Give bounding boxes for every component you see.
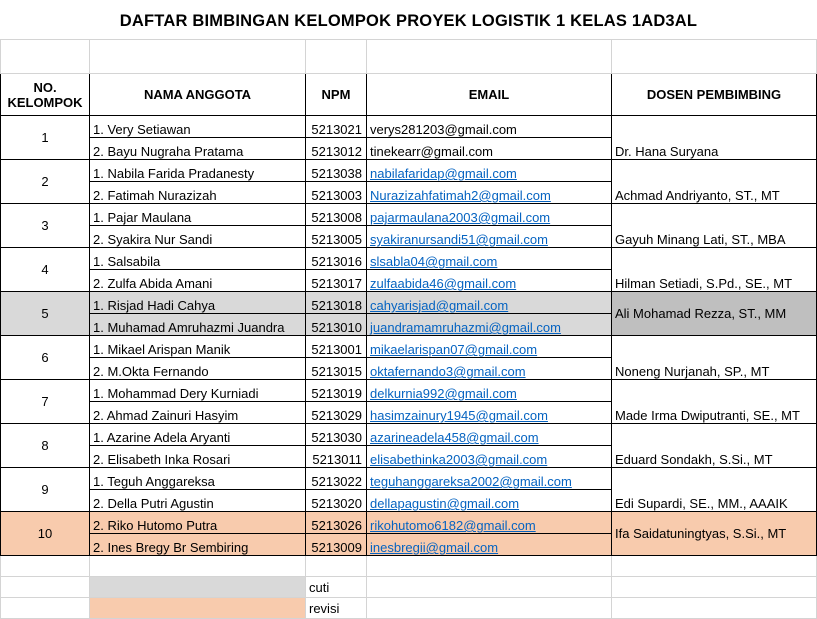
member-email-cell[interactable] [367, 314, 612, 336]
member-email-cell[interactable] [367, 116, 612, 138]
group-number-cell[interactable]: 6 [1, 336, 90, 380]
member-npm-cell[interactable]: 5213022 [306, 468, 367, 490]
member-npm-cell[interactable]: 5213001 [306, 336, 367, 358]
spreadsheet-table [0, 39, 817, 619]
member-npm-cell[interactable]: 5213003 [306, 182, 367, 204]
dosen-pembimbing-cell[interactable]: Dr. Hana Suryana [612, 116, 817, 160]
dosen-pembimbing-cell[interactable]: Edi Supardi, SE., MM., AAAIK [612, 468, 817, 512]
member-email-cell[interactable] [367, 336, 612, 358]
legend-label[interactable]: cuti [306, 577, 367, 598]
member-name-cell[interactable]: 1. Very Setiawan [90, 116, 306, 138]
member-email-cell[interactable] [367, 424, 612, 446]
dosen-pembimbing-cell[interactable]: Ifa Saidatuningtyas, S.Si., MT [612, 512, 817, 556]
member-row [1, 468, 817, 490]
member-email-cell[interactable] [367, 248, 612, 270]
group-number-cell[interactable]: 1 [1, 116, 90, 160]
header-no-kelompok-line1: NO. [33, 79, 57, 95]
member-email-cell[interactable] [367, 182, 612, 204]
empty-cell[interactable] [367, 556, 612, 577]
email-link[interactable]: Nurazizahfatimah2@gmail.com [370, 188, 551, 203]
member-npm-cell[interactable]: 5213010 [306, 314, 367, 336]
member-name-cell[interactable]: 2. Ines Bregy Br Sembiring [90, 534, 306, 556]
group-number-cell[interactable]: 4 [1, 248, 90, 292]
dosen-pembimbing-cell[interactable]: Noneng Nurjanah, SP., MT [612, 336, 817, 380]
member-row [1, 380, 817, 402]
empty-cell[interactable] [90, 556, 306, 577]
email-link[interactable]: pajarmaulana2003@gmail.com [370, 210, 551, 225]
member-npm-cell[interactable]: 5213012 [306, 138, 367, 160]
header-no-kelompok[interactable] [1, 74, 90, 116]
email-link[interactable]: nabilafaridap@gmail.com [370, 166, 517, 181]
group-number-cell[interactable]: 5 [1, 292, 90, 336]
member-npm-cell[interactable]: 5213020 [306, 490, 367, 512]
page-title: DAFTAR BIMBINGAN KELOMPOK PROYEK LOGISTIK 1 KELAS 1AD3AL [119, 12, 698, 30]
group-number-cell[interactable]: 9 [1, 468, 90, 512]
member-npm-cell[interactable]: 5213017 [306, 270, 367, 292]
empty-cell[interactable] [612, 556, 817, 577]
legend-row [1, 598, 817, 619]
group-number-cell[interactable]: 10 [1, 512, 90, 556]
member-name-cell[interactable]: 2. Zulfa Abida Amani [90, 270, 306, 292]
member-npm-cell[interactable]: 5213038 [306, 160, 367, 182]
member-name-cell[interactable]: 2. Elisabeth Inka Rosari [90, 446, 306, 468]
header-dosen-pembimbing[interactable]: DOSEN PEMBIMBING [612, 74, 817, 116]
member-row [1, 116, 817, 138]
member-email-cell[interactable] [367, 358, 612, 380]
dosen-pembimbing-cell[interactable]: Eduard Sondakh, S.Si., MT [612, 424, 817, 468]
email-link[interactable]: azarineadela458@gmail.com [370, 430, 539, 445]
member-npm-cell[interactable]: 5213005 [306, 226, 367, 248]
empty-cell[interactable] [612, 40, 817, 74]
member-name-cell[interactable]: 2. Della Putri Agustin [90, 490, 306, 512]
empty-cell[interactable] [612, 598, 817, 619]
member-npm-cell[interactable]: 5213021 [306, 116, 367, 138]
member-email-cell[interactable] [367, 292, 612, 314]
member-npm-cell[interactable]: 5213026 [306, 512, 367, 534]
empty-cell[interactable] [1, 556, 90, 577]
empty-cell[interactable] [1, 40, 90, 74]
email-link[interactable]: hasimzainury1945@gmail.com [370, 408, 548, 423]
email-link[interactable]: delkurnia992@gmail.com [370, 386, 517, 401]
member-name-cell[interactable]: 1. Mohammad Dery Kurniadi [90, 380, 306, 402]
legend-swatch[interactable] [90, 577, 306, 598]
dosen-pembimbing-cell[interactable]: Achmad Andriyanto, ST., MT [612, 160, 817, 204]
member-npm-cell[interactable]: 5213030 [306, 424, 367, 446]
email-link[interactable]: inesbregii@gmail.com [370, 540, 499, 555]
email-link[interactable]: tinekearr@gmail.com [370, 144, 494, 159]
member-email-cell[interactable] [367, 138, 612, 160]
member-name-cell[interactable]: 1. Teguh Anggareksa [90, 468, 306, 490]
group-number-cell[interactable]: 7 [1, 380, 90, 424]
member-name-cell[interactable]: 1. Mikael Arispan Manik [90, 336, 306, 358]
header-npm[interactable]: NPM [306, 74, 367, 116]
email-link[interactable]: mikaelarispan07@gmail.com [370, 342, 538, 357]
member-npm-cell[interactable]: 5213009 [306, 534, 367, 556]
header-nama-anggota[interactable]: NAMA ANGGOTA [90, 74, 306, 116]
empty-cell[interactable] [367, 598, 612, 619]
email-link[interactable]: verys281203@gmail.com [370, 122, 517, 137]
email-link[interactable]: zulfaabida46@gmail.com [370, 276, 517, 291]
email-link[interactable]: slsabla04@gmail.com [370, 254, 498, 269]
member-email-cell[interactable] [367, 226, 612, 248]
group-number-cell[interactable]: 3 [1, 204, 90, 248]
member-npm-cell[interactable]: 5213015 [306, 358, 367, 380]
member-name-cell[interactable]: 1. Risjad Hadi Cahya [90, 292, 306, 314]
member-row [1, 336, 817, 358]
email-link[interactable]: elisabethinka2003@gmail.com [370, 452, 548, 467]
empty-cell[interactable] [90, 40, 306, 74]
empty-cell[interactable] [612, 577, 817, 598]
email-link[interactable]: juandramamruhazmi@gmail.com [370, 320, 561, 335]
dosen-pembimbing-cell[interactable]: Hilman Setiadi, S.Pd., SE., MT [612, 248, 817, 292]
member-npm-cell[interactable]: 5213011 [306, 446, 367, 468]
email-link[interactable]: rikohutomo6182@gmail.com [370, 518, 536, 533]
empty-cell[interactable] [306, 40, 367, 74]
email-link[interactable]: cahyarisjad@gmail.com [370, 298, 509, 313]
member-name-cell[interactable]: 1. Salsabila [90, 248, 306, 270]
member-row [1, 512, 817, 534]
member-email-cell[interactable] [367, 534, 612, 556]
member-npm-cell[interactable]: 5213018 [306, 292, 367, 314]
dosen-pembimbing-cell[interactable]: Made Irma Dwiputranti, SE., MT [612, 380, 817, 424]
dosen-pembimbing-cell[interactable]: Gayuh Minang Lati, ST., MBA [612, 204, 817, 248]
email-link[interactable]: dellapagustin@gmail.com [370, 496, 520, 511]
member-name-cell[interactable]: 2. Ahmad Zainuri Hasyim [90, 402, 306, 424]
member-email-cell[interactable] [367, 270, 612, 292]
member-email-cell[interactable] [367, 160, 612, 182]
member-email-cell[interactable] [367, 204, 612, 226]
member-name-cell[interactable]: 2. Bayu Nugraha Pratama [90, 138, 306, 160]
member-row [1, 160, 817, 182]
member-npm-cell[interactable]: 5213019 [306, 380, 367, 402]
dosen-pembimbing-cell[interactable]: Ali Mohamad Rezza, ST., MM [612, 292, 817, 336]
member-name-cell[interactable]: 1. Nabila Farida Pradanesty [90, 160, 306, 182]
member-npm-cell[interactable]: 5213016 [306, 248, 367, 270]
header-no-kelompok-line2: KELOMPOK [7, 94, 83, 110]
empty-cell[interactable] [1, 577, 90, 598]
group-number-cell[interactable]: 2 [1, 160, 90, 204]
email-link[interactable]: teguhanggareksa2002@gmail.com [370, 474, 572, 489]
member-row [1, 424, 817, 446]
member-row [1, 292, 817, 314]
empty-cell[interactable] [367, 577, 612, 598]
member-email-cell[interactable] [367, 402, 612, 424]
group-number-cell[interactable]: 8 [1, 424, 90, 468]
member-row [1, 248, 817, 270]
empty-cell[interactable] [306, 556, 367, 577]
member-email-cell[interactable] [367, 468, 612, 490]
member-name-cell[interactable]: 1. Muhamad Amruhazmi Juandra [90, 314, 306, 336]
empty-cell[interactable] [1, 598, 90, 619]
email-link[interactable]: oktafernando3@gmail.com [370, 364, 526, 379]
member-name-cell[interactable]: 2. M.Okta Fernando [90, 358, 306, 380]
member-npm-cell[interactable]: 5213029 [306, 402, 367, 424]
empty-cell[interactable] [367, 40, 612, 74]
header-email[interactable]: EMAIL [367, 74, 612, 116]
legend-swatch[interactable] [90, 598, 306, 619]
member-email-cell[interactable] [367, 490, 612, 512]
member-name-cell[interactable]: 1. Pajar Maulana [90, 204, 306, 226]
member-name-cell[interactable]: 2. Fatimah Nurazizah [90, 182, 306, 204]
member-email-cell[interactable] [367, 512, 612, 534]
member-email-cell[interactable] [367, 380, 612, 402]
email-link[interactable]: syakiranursandi51@gmail.com [370, 232, 548, 247]
member-npm-cell[interactable]: 5213008 [306, 204, 367, 226]
legend-label[interactable]: revisi [306, 598, 367, 619]
member-email-cell[interactable] [367, 446, 612, 468]
legend-row [1, 577, 817, 598]
member-row [1, 204, 817, 226]
member-name-cell[interactable]: 2. Riko Hutomo Putra [90, 512, 306, 534]
member-name-cell[interactable]: 2. Syakira Nur Sandi [90, 226, 306, 248]
member-name-cell[interactable]: 1. Azarine Adela Aryanti [90, 424, 306, 446]
